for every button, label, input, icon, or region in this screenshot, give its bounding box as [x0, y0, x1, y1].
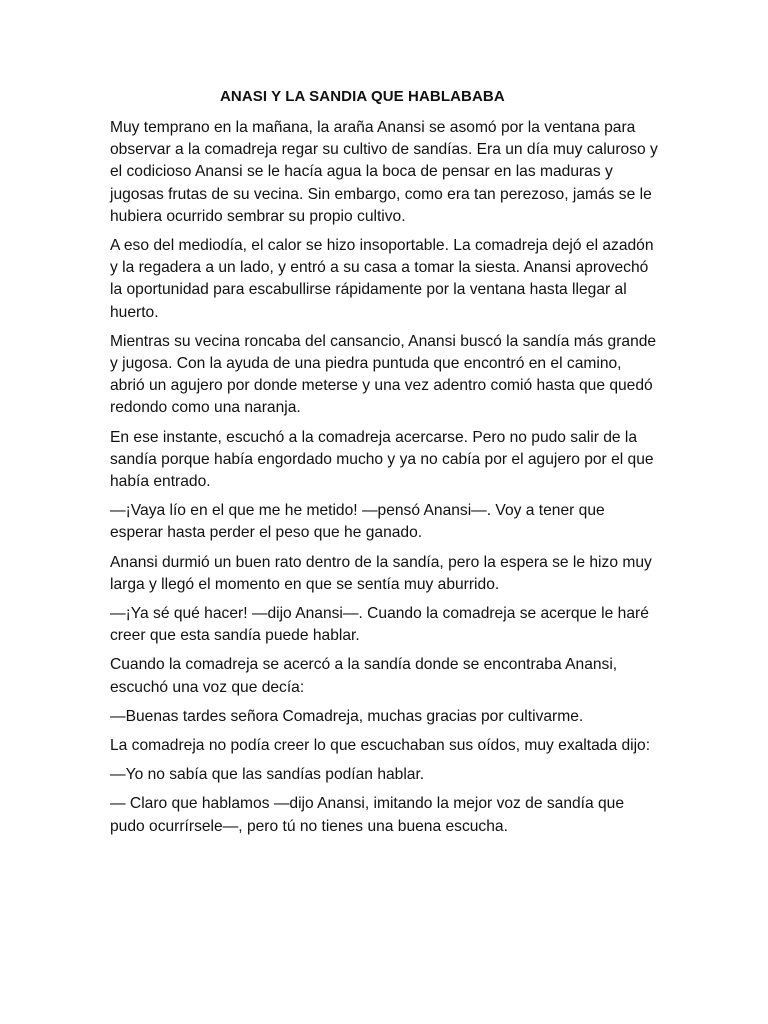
paragraph-6: Anansi durmió un buen rato dentro de la sandía, pero la espera se le hizo muy larga y llegó el momento en que se sentía muy aburrido. [110, 553, 652, 593]
paragraph-5: —¡Vaya lío en el que me he metido! —pensó Anansi—. Voy a tener que esperar hasta perder el peso que he ganado. [110, 502, 605, 542]
paragraph-11: —Yo no sabía que las sandías podían hablar. [110, 766, 425, 784]
paragraph-2: A eso del mediodía, el calor se hizo insoportable. La comadreja dejó el azadón y la regadera a un lado, y entró a su casa a tomar la siesta. Anansi aprovechó la oportunidad para escabullirse rápidamente por la ventana hasta llegar al huerto. [110, 237, 654, 321]
paragraph-9: —Buenas tardes señora Comadreja, muchas gracias por cultivarme. [110, 707, 584, 725]
paragraph-1: Muy temprano en la mañana, la araña Anansi se asomó por la ventana para observar a la comadreja regar su cultivo de sandías. Era un día muy caluroso y el codicioso Anansi se le hacía agua la boca de pensar en las maduras y jugosas frutas de su vecina. Sin embargo, como era tan perezoso, jamás se le hubiera ocurrido sembrar su propio cultivo. [110, 119, 658, 225]
paragraph-7: —¡Ya sé qué hacer! —dijo Anansi—. Cuando la comadreja se acerque le haré creer que esta sandía puede hablar. [110, 605, 649, 645]
story-title: ANASI Y LA SANDIA QUE HABLABABA [220, 88, 505, 105]
paragraph-12: — Claro que hablamos —dijo Anansi, imitando la mejor voz de sandía que pudo ocurrírsele—, pero tú no tienes una buena escucha. [110, 795, 625, 835]
paragraph-10: La comadreja no podía creer lo que escuchaban sus oídos, muy exaltada dijo: [110, 737, 651, 755]
paragraph-4: En ese instante, escuchó a la comadreja acercarse. Pero no pudo salir de la sandía porque había engordado mucho y ya no cabía por el agujero por el que había entrado. [110, 428, 654, 491]
story-body [110, 117, 660, 845]
paragraph-3: Mientras su vecina roncaba del cansancio, Anansi buscó la sandía más grande y jugosa. Con la ayuda de una piedra puntuda que encontró en el camino, abrió un agujero por donde meterse y una vez adentro comió hasta que quedó redondo como una naranja. [110, 332, 657, 417]
paragraph-8: Cuando la comadreja se acercó a la sandía donde se encontraba Anansi, escuchó una voz que decía: [110, 656, 618, 696]
